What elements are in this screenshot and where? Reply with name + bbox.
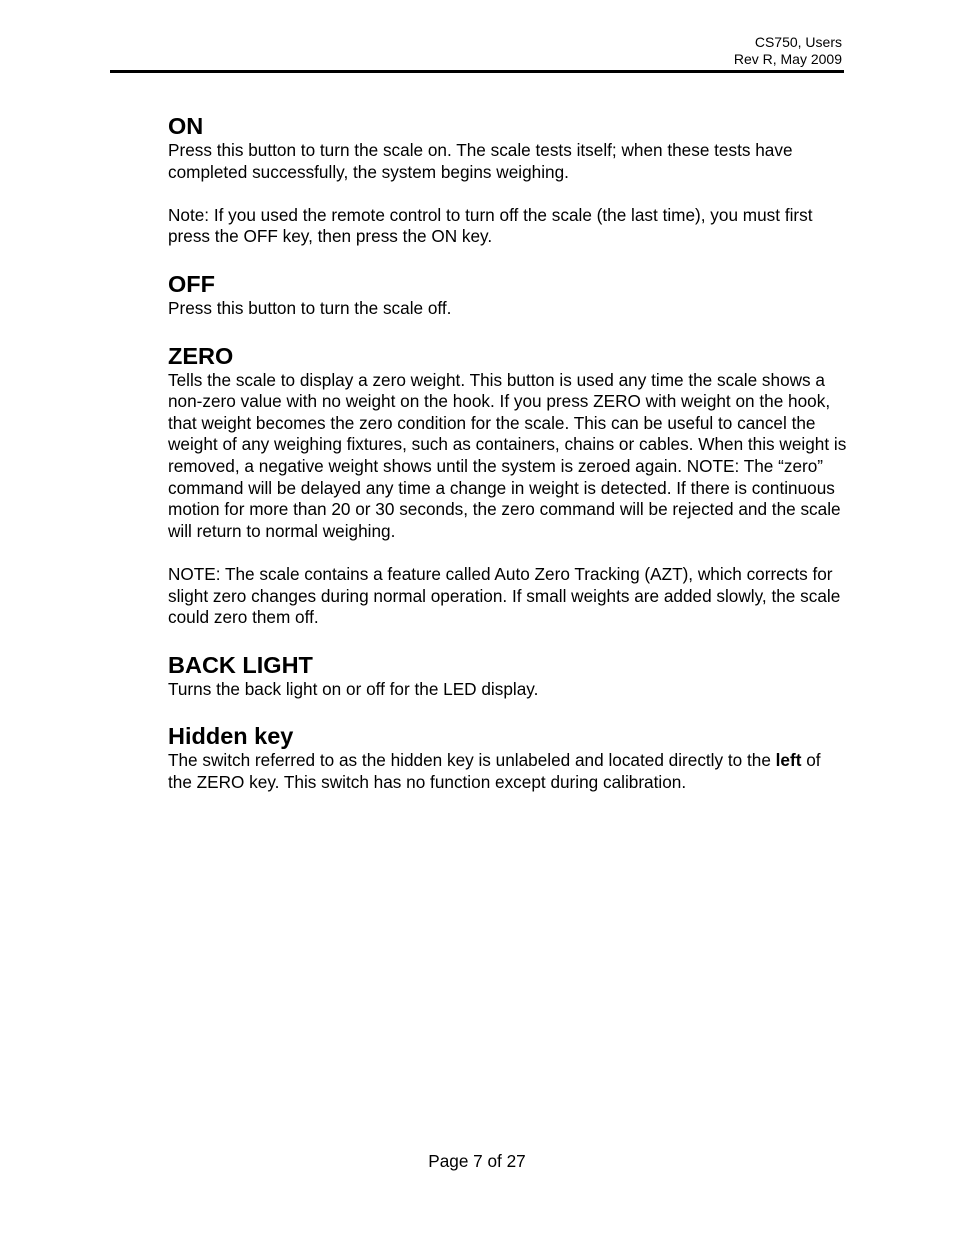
- document-body: [168, 112, 848, 815]
- header-rule: [110, 70, 844, 73]
- section-on-paragraph-1: Press this button to turn the scale on. The scale tests itself; when these tests have completed successfully, the system begins weighing.: [168, 140, 793, 182]
- section-hidden-key-paragraph-1: [168, 750, 848, 793]
- section-zero-note: NOTE: The scale contains a feature called Auto Zero Tracking (AZT), which corrects for slight zero changes during normal operation. If small weights are added slowly, the scale could zero them off.: [168, 563, 841, 628]
- page-header: [734, 34, 842, 68]
- section-zero: [168, 342, 848, 629]
- section-title-hidden-key: Hidden key: [168, 723, 294, 750]
- section-off: [168, 270, 848, 320]
- section-title-back-light: BACK LIGHT: [168, 651, 313, 678]
- hidden-key-text-before: The switch referred to as the hidden key is unlabeled and located directly to the: [168, 750, 776, 771]
- section-back-light: [168, 651, 848, 701]
- header-document-title: CS750, Users: [754, 34, 842, 50]
- section-title-off: OFF: [168, 270, 215, 297]
- section-title-on: ON: [168, 113, 204, 139]
- hidden-key-text-bold: left: [775, 750, 802, 771]
- section-zero-paragraph-1: Tells the scale to display a zero weight. This button is used any time the scale shows a non-zero value with no weight on the hook. If you press ZERO with weight on the hook, that weight becomes the zero condition for the scale. This can be useful to cancel the weight of any weighing fixtures, such as containers, chains or cables. When this weight is removed, a negative weight shows until the system is zeroed again. NOTE: The “zero” command will be delayed any time a change in weight is detected. If there is continuous motion for more than 20 or 30 seconds, the zero command will be rejected and the scale will return to normal weighing.: [168, 369, 847, 541]
- section-on-note: Note: If you used the remote control to turn off the scale (the last time), you must first press the OFF key, then press the ON key.: [168, 204, 813, 247]
- page-number: Page 7 of 27: [428, 1151, 526, 1171]
- section-title-zero: ZERO: [168, 342, 234, 369]
- section-back-light-paragraph-1: Turns the back light on or off for the LED display.: [168, 678, 539, 699]
- section-on: [168, 112, 848, 248]
- hidden-key-text-after: of the ZERO key. This switch has no function except during calibration.: [168, 750, 821, 792]
- header-revision: Rev R, May 2009: [733, 51, 842, 67]
- section-off-paragraph-1: Press this button to turn the scale off.: [168, 297, 452, 318]
- section-hidden-key: [168, 722, 848, 793]
